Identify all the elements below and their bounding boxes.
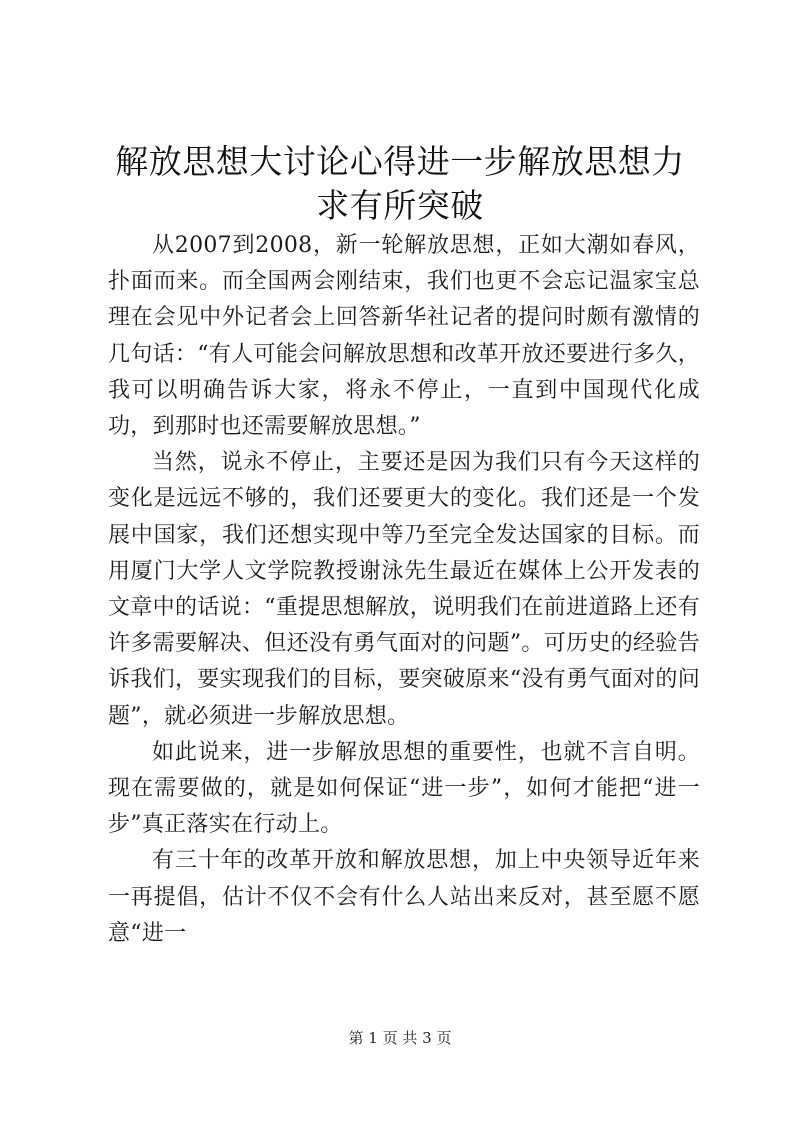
page-number-footer: 第 1 页 共 3 页 [348, 1029, 452, 1047]
document-title: 解放思想大讨论心得进一步解放思想力求有所突破 [115, 142, 685, 225]
paragraph: 有三十年的改革开放和解放思想，加上中央领导近年来一再提倡，估计不仅不会有什么人站出来反对，甚至愿不愿意“进一 [108, 848, 700, 946]
document-body [108, 228, 700, 952]
paragraph: 从2007到2008，新一轮解放思想，正如大潮如春风，扑面而来。而全国两会刚结束，我们也更不会忘记温家宝总理在会见中外记者会上回答新华社记者的提问时颇有激情的几句话：“有人可能会问解放思想和改革开放还要进行多久，我可以明确告诉大家，将永不停止，一直到中国现代化成功，到那时也还需要解放思想。” [108, 233, 700, 440]
paragraph: 当然，说永不停止，主要还是因为我们只有今天这样的变化是远远不够的，我们还要更大的变化。我们还是一个发展中国家，我们还想实现中等乃至完全发达国家的目标。而用厦门大学人文学院教授谢泳先生最近在媒体上公开发表的文章中的话说：“重提思想解放，说明我们在前进道路上还有许多需要解决、但还没有勇气面对的问题”。可历史的经验告诉我们，要实现我们的目标，要突破原来“没有勇气面对的问题”，就必须进一步解放思想。 [108, 450, 700, 729]
paragraph: 如此说来，进一步解放思想的重要性，也就不言自明。现在需要做的，就是如何保证“进一步”，如何才能把“进一步”真正落实在行动上。 [108, 739, 700, 838]
